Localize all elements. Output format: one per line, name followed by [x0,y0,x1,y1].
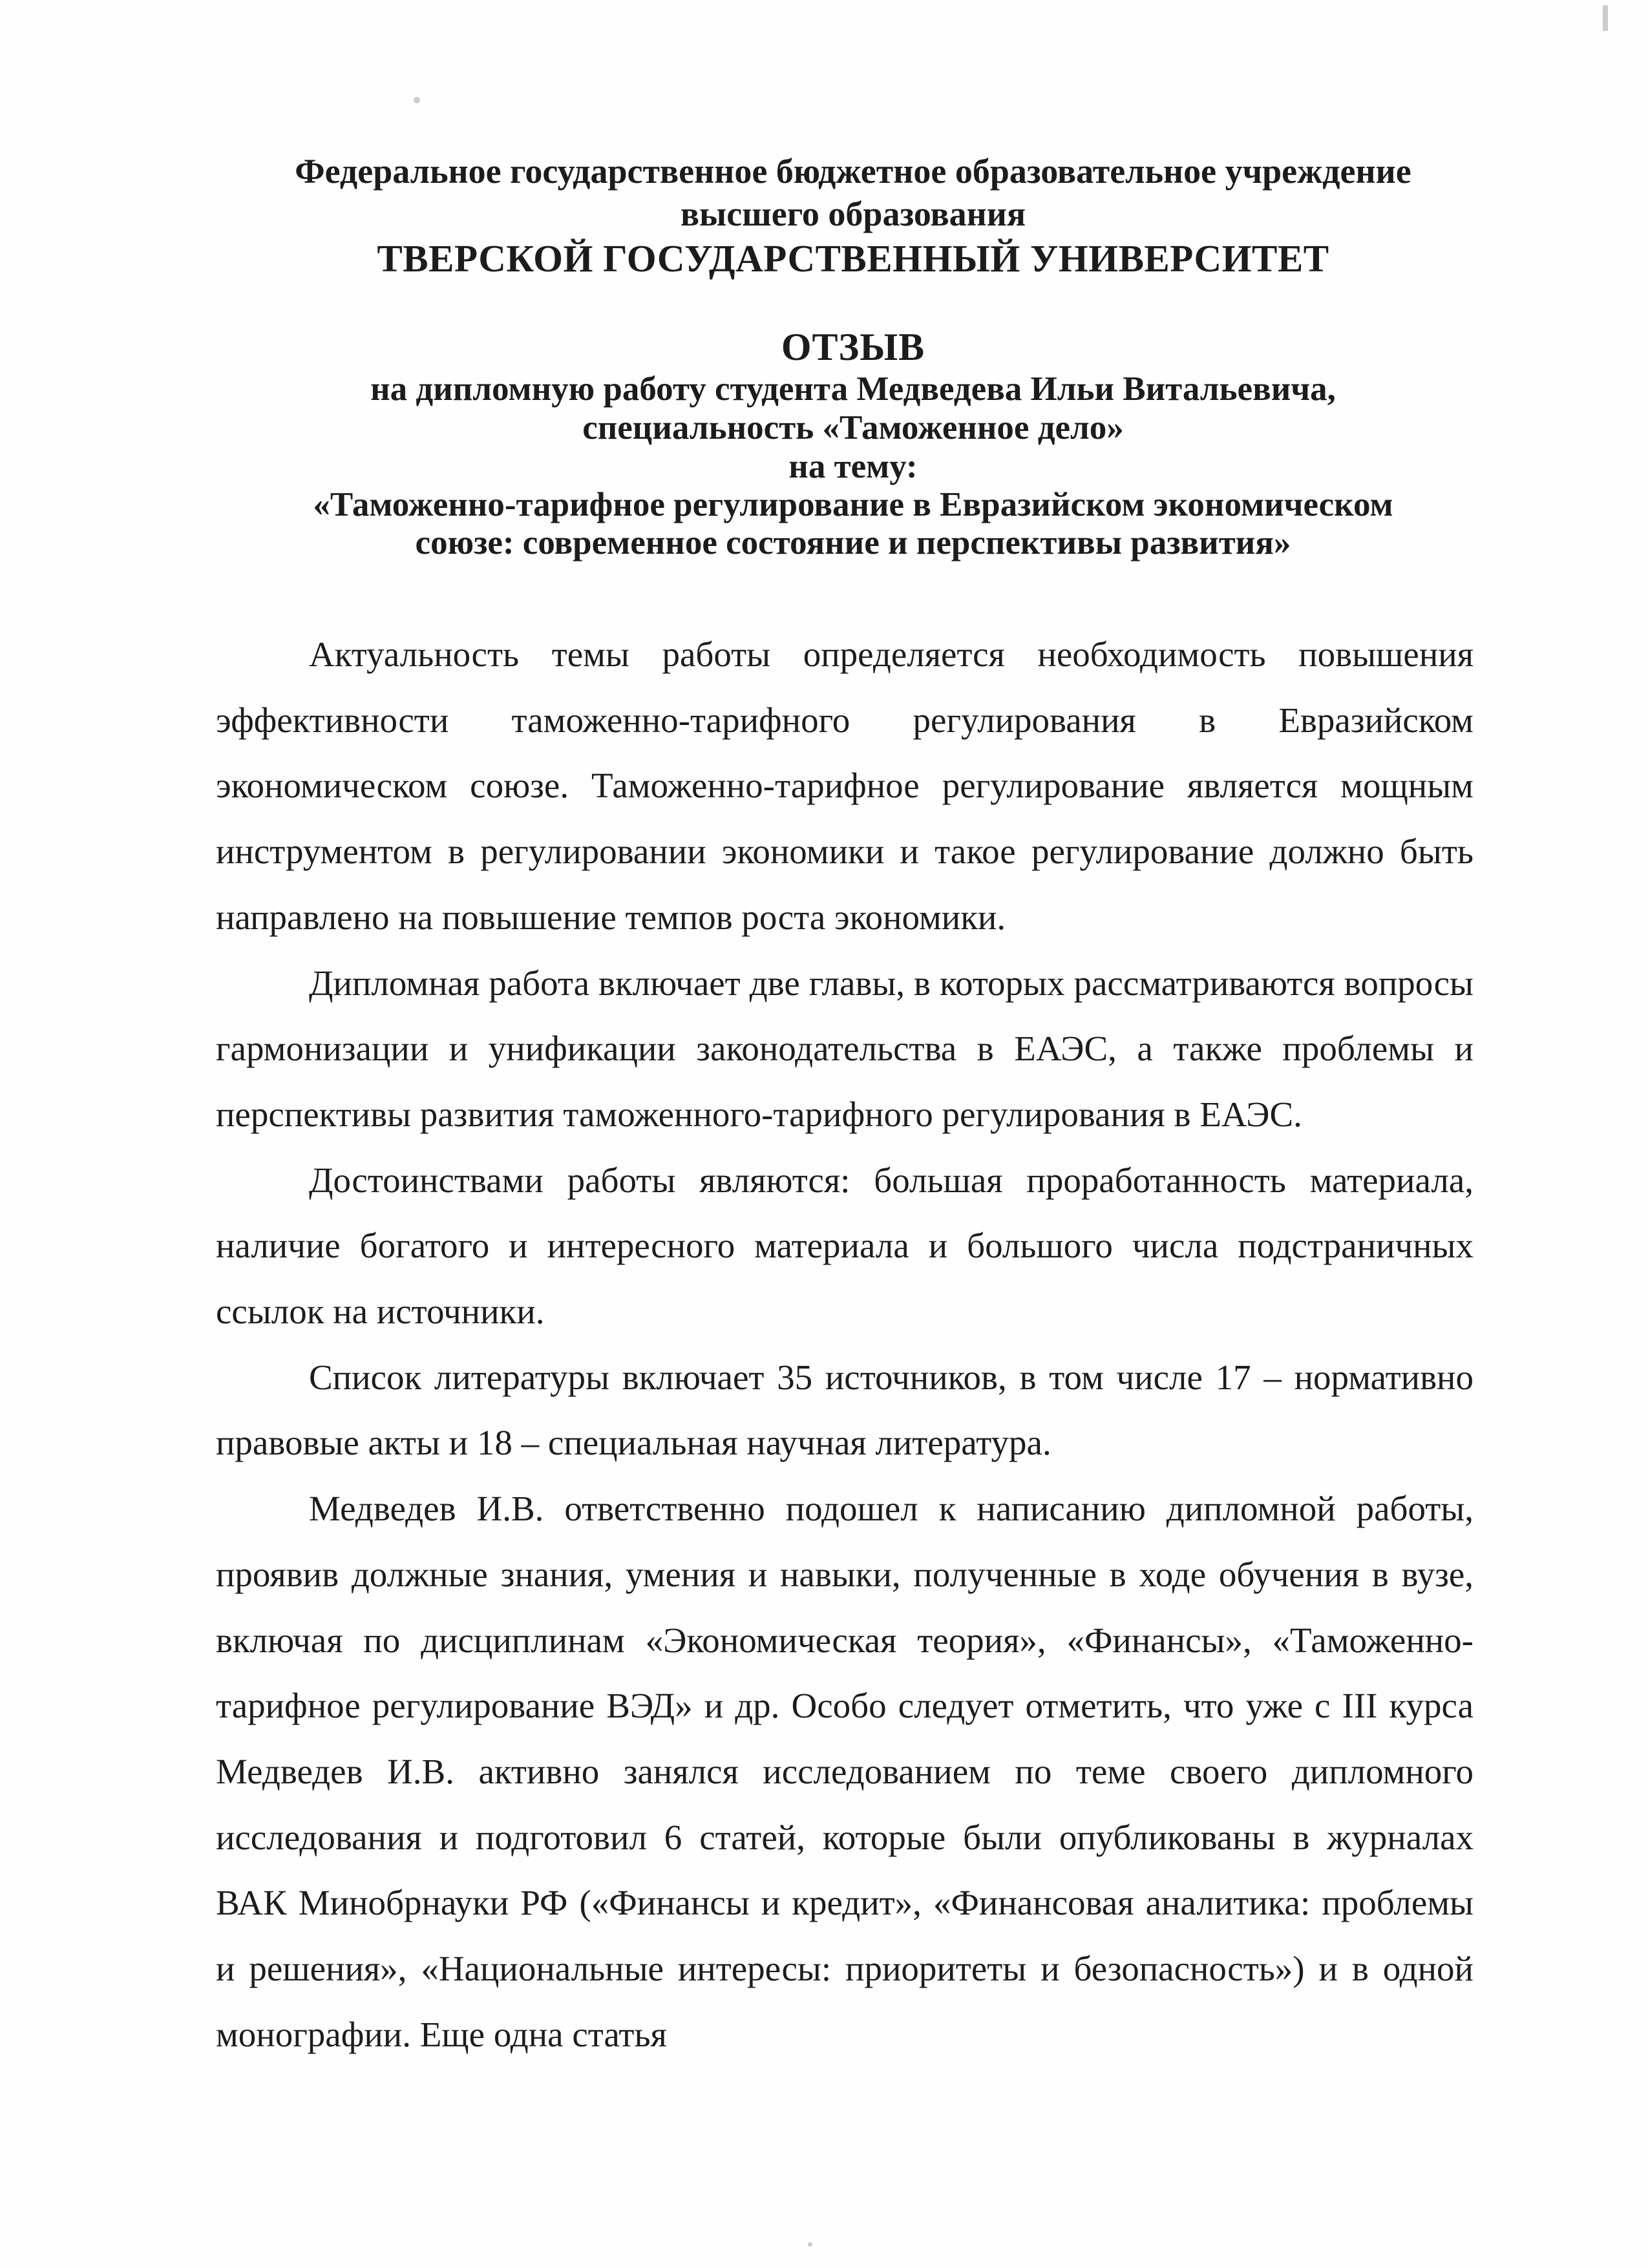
paragraph-student-assessment: Медведев И.В. ответственно подошел к написанию дипломной работы, проявив должные знания, умения и навыки, полученные в ходе обучения в вузе, включая по дисциплинам «Экономическая теория», «Финансы», «Таможенно-тарифное регулирование ВЭД» и др. Особо следует отметить, что уже с III курса Медведев И.В. активно занялся исследованием по теме своего дипломного исследования и подготовил 6 статей, которые были опубликованы в журналах ВАК Минобрнауки РФ («Финансы и кредит», «Финансовая аналитика: проблемы и решения», «Национальные интересы: приоритеты и безопасность») и в одной монографии. Еще одна статья [216,1489,1474,2054]
review-heading [194,324,1512,562]
paragraph-structure: Дипломная работа включает две главы, в которых рассматриваются вопросы гармонизации и унификации законодательства в ЕАЭС, а также проблемы и перспективы развития таможенного-тарифного регулирования в ЕАЭС. [216,963,1474,1134]
topic-label: на тему: [788,448,918,485]
specialty-line: специальность «Таможенное дело» [582,409,1124,446]
scan-speck [808,2242,812,2247]
scan-speck [1603,5,1608,31]
review-body [216,622,1474,2067]
education-level-line: высшего образования [680,194,1026,233]
review-title: ОТЗЫВ [781,326,925,368]
topic-title-line-1: «Таможенно-тарифное регулирование в Евразийском экономическом [313,486,1393,523]
scan-speck [414,97,420,103]
organization-line: Федеральное государственное бюджетное образовательное учреждение [295,152,1411,191]
paragraph-relevance: Актуальность темы работы определяется необходимость повышения эффективности таможенно-тарифного регулирования в Евразийском экономическом союзе. Таможенно-тарифное регулирование является мощным инструментом в регулировании экономики и такое регулирование должно быть направлено на повышение темпов роста экономики. [216,635,1474,937]
paragraph-merits: Достоинствами работы являются: большая проработанность материала, наличие богатого и интересного материала и большого числа подстраничных ссылок на источники. [216,1160,1474,1332]
topic-title-line-2: союзе: современное состояние и перспективы развития» [415,524,1291,562]
document-header [194,150,1512,282]
review-subject-line: на дипломную работу студента Медведева Ильи Витальевича, [370,370,1336,408]
paragraph-literature: Список литературы включает 35 источников, в том числе 17 – нормативно правовые акты и 18 – специальная научная литература. [216,1357,1474,1463]
university-name: ТВЕРСКОЙ ГОСУДАРСТВЕННЫЙ УНИВЕРСИТЕТ [377,237,1329,280]
